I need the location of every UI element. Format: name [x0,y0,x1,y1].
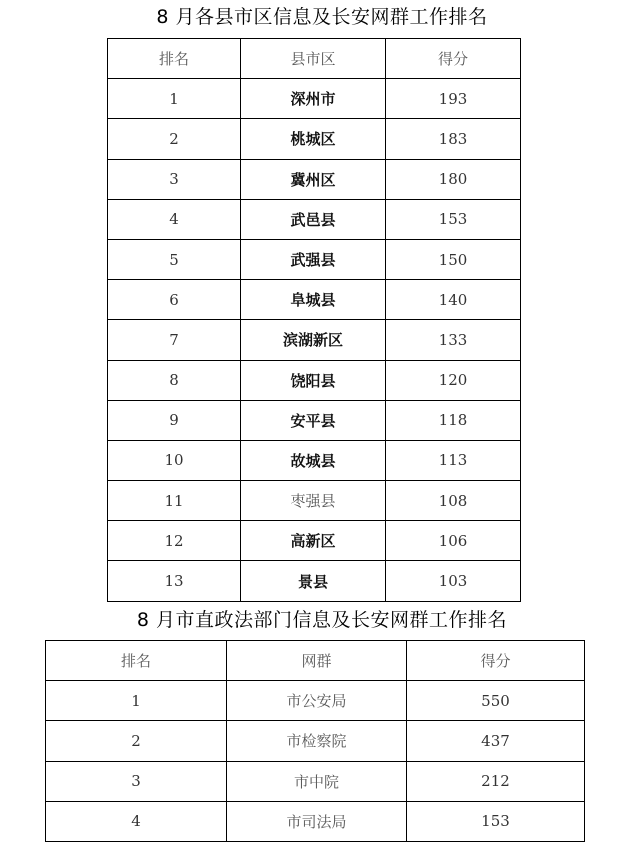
county-name-cell: 滨湖新区 [241,320,386,360]
header-rank: 排名 [108,39,241,79]
county-name-cell: 阜城县 [241,280,386,320]
rank-cell: 3 [108,159,241,199]
header-score: 得分 [407,641,585,681]
header-rank: 排名 [46,641,227,681]
table-row [46,721,585,761]
county-name-cell: 冀州区 [241,159,386,199]
table-row [108,239,521,279]
score-cell: 113 [386,440,521,480]
rank-cell: 9 [108,400,241,440]
rank-cell: 8 [108,360,241,400]
county-ranking-table [107,38,521,602]
score-cell: 150 [386,239,521,279]
score-cell: 550 [407,681,585,721]
county-name-cell: 桃城区 [241,119,386,159]
table-row [108,79,521,119]
table-row [46,681,585,721]
table-row [108,199,521,239]
rank-cell: 11 [108,481,241,521]
score-cell: 106 [386,521,521,561]
county-name-cell: 安平县 [241,400,386,440]
score-cell: 180 [386,159,521,199]
rank-cell: 1 [46,681,227,721]
rank-cell: 3 [46,761,227,801]
score-cell: 103 [386,561,521,601]
table-row [108,561,521,601]
rank-cell: 2 [46,721,227,761]
table-row [108,481,521,521]
county-name-cell: 深州市 [241,79,386,119]
table-header-row [108,39,521,79]
county-name-cell: 故城县 [241,440,386,480]
header-score: 得分 [386,39,521,79]
department-name-cell: 市中院 [227,761,407,801]
department-name-cell: 市检察院 [227,721,407,761]
score-cell: 133 [386,320,521,360]
department-ranking-table [45,640,585,842]
county-name-cell: 高新区 [241,521,386,561]
department-name-cell: 市司法局 [227,801,407,841]
rank-cell: 7 [108,320,241,360]
score-cell: 437 [407,721,585,761]
score-cell: 193 [386,79,521,119]
rank-cell: 10 [108,440,241,480]
table-row [108,360,521,400]
table-row [108,440,521,480]
county-name-cell: 饶阳县 [241,360,386,400]
rank-cell: 5 [108,239,241,279]
score-cell: 183 [386,119,521,159]
table-row [46,801,585,841]
table-header-row [46,641,585,681]
table-row [108,119,521,159]
rank-cell: 12 [108,521,241,561]
department-ranking-title: 8 月市直政法部门信息及长安网群工作排名 [136,609,508,631]
rank-cell: 13 [108,561,241,601]
table-row [108,159,521,199]
rank-cell: 1 [108,79,241,119]
rank-cell: 2 [108,119,241,159]
score-cell: 120 [386,360,521,400]
rank-cell: 4 [46,801,227,841]
county-name-cell: 武强县 [241,239,386,279]
table-row [108,400,521,440]
header-network-group: 网群 [227,641,407,681]
table-row [108,320,521,360]
county-name-cell: 景县 [241,561,386,601]
score-cell: 212 [407,761,585,801]
table-row [108,280,521,320]
header-county: 县市区 [241,39,386,79]
table-row [108,521,521,561]
rank-cell: 4 [108,199,241,239]
rank-cell: 6 [108,280,241,320]
table-row [46,761,585,801]
score-cell: 153 [386,199,521,239]
score-cell: 118 [386,400,521,440]
county-name-cell: 枣强县 [241,481,386,521]
score-cell: 108 [386,481,521,521]
score-cell: 140 [386,280,521,320]
department-name-cell: 市公安局 [227,681,407,721]
county-name-cell: 武邑县 [241,199,386,239]
score-cell: 153 [407,801,585,841]
county-ranking-title: 8 月各县市区信息及长安网群工作排名 [156,6,488,28]
